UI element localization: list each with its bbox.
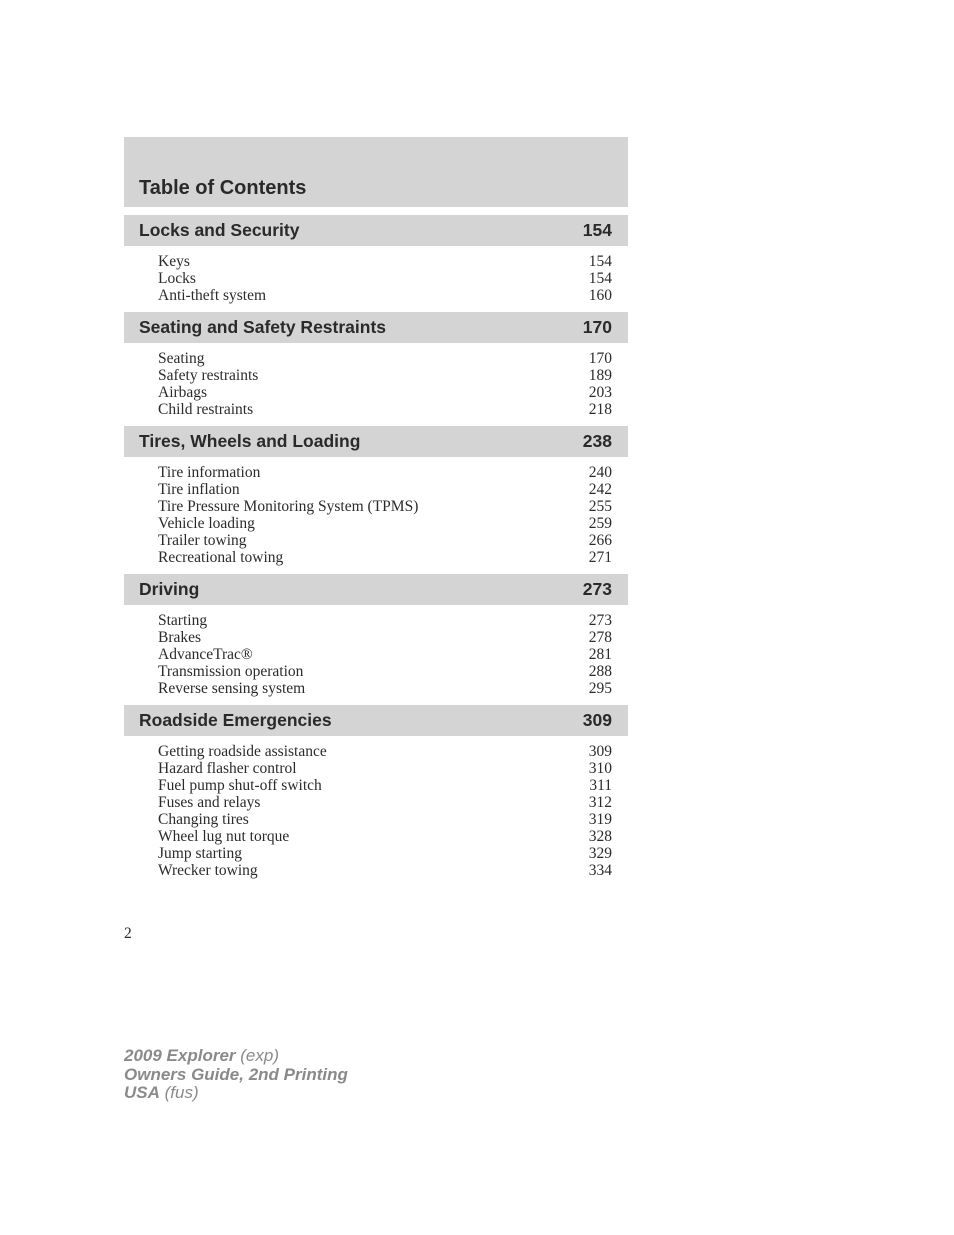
toc-entry[interactable] bbox=[158, 532, 612, 549]
entry-page: 273 bbox=[588, 612, 612, 629]
entry-label: Transmission operation bbox=[158, 663, 304, 680]
toc-entry[interactable] bbox=[158, 760, 612, 777]
toc-entry[interactable] bbox=[158, 481, 612, 498]
entry-page: 203 bbox=[588, 384, 612, 401]
entry-page: 242 bbox=[588, 481, 612, 498]
toc-entry[interactable] bbox=[158, 612, 612, 629]
entry-page: 170 bbox=[588, 350, 612, 367]
toc-entry[interactable] bbox=[158, 811, 612, 828]
footer-model: 2009 Explorer bbox=[124, 1046, 236, 1065]
entry-page: 271 bbox=[588, 549, 612, 566]
entry-label: Tire Pressure Monitoring System (TPMS) bbox=[158, 498, 419, 515]
entry-page: 189 bbox=[588, 367, 612, 384]
section-page: 309 bbox=[582, 710, 612, 730]
entry-page: 309 bbox=[588, 743, 612, 760]
toc-entry[interactable] bbox=[158, 515, 612, 532]
toc-section-items bbox=[124, 343, 628, 418]
section-title: Tires, Wheels and Loading bbox=[139, 431, 361, 451]
entry-label: Airbags bbox=[158, 384, 208, 401]
toc-entry[interactable] bbox=[158, 862, 612, 879]
toc-entry[interactable] bbox=[158, 743, 612, 760]
entry-label: Trailer towing bbox=[158, 532, 247, 549]
toc-entry[interactable] bbox=[158, 646, 612, 663]
entry-label: Locks bbox=[158, 270, 196, 287]
toc-sections bbox=[124, 215, 628, 879]
toc-entry[interactable] bbox=[158, 498, 612, 515]
section-page: 170 bbox=[582, 317, 612, 337]
entry-label: Changing tires bbox=[158, 811, 249, 828]
entry-page: 334 bbox=[588, 862, 612, 879]
toc-entry[interactable] bbox=[158, 464, 612, 481]
entry-label: AdvanceTrac® bbox=[158, 646, 253, 663]
entry-label: Recreational towing bbox=[158, 549, 284, 566]
toc-entry[interactable] bbox=[158, 663, 612, 680]
entry-page: 278 bbox=[588, 629, 612, 646]
footer-market: USA bbox=[124, 1083, 160, 1102]
section-page: 238 bbox=[582, 431, 612, 451]
entry-page: 240 bbox=[588, 464, 612, 481]
entry-page: 255 bbox=[588, 498, 612, 515]
toc-entry[interactable] bbox=[158, 401, 612, 418]
toc-entry[interactable] bbox=[158, 629, 612, 646]
footer-model-code: (exp) bbox=[240, 1046, 279, 1065]
toc-entry[interactable] bbox=[158, 253, 612, 270]
entry-page: 319 bbox=[588, 811, 612, 828]
toc-title: Table of Contents bbox=[124, 137, 628, 207]
toc-section-header[interactable] bbox=[124, 574, 628, 605]
footer-line-1 bbox=[124, 1047, 348, 1066]
entry-label: Tire information bbox=[158, 464, 261, 481]
toc-entry[interactable] bbox=[158, 845, 612, 862]
entry-label: Wheel lug nut torque bbox=[158, 828, 290, 845]
toc-entry[interactable] bbox=[158, 384, 612, 401]
entry-page: 259 bbox=[588, 515, 612, 532]
entry-label: Seating bbox=[158, 350, 205, 367]
toc-entry[interactable] bbox=[158, 680, 612, 697]
entry-page: 288 bbox=[588, 663, 612, 680]
toc-entry[interactable] bbox=[158, 350, 612, 367]
section-title: Driving bbox=[139, 579, 200, 599]
entry-page: 218 bbox=[588, 401, 612, 418]
footer-line-3 bbox=[124, 1084, 348, 1103]
entry-label: Fuses and relays bbox=[158, 794, 261, 811]
toc-section-header[interactable] bbox=[124, 705, 628, 736]
toc-entry[interactable] bbox=[158, 549, 612, 566]
toc-entry[interactable] bbox=[158, 287, 612, 304]
entry-label: Starting bbox=[158, 612, 208, 629]
entry-label: Vehicle loading bbox=[158, 515, 255, 532]
toc-section-items bbox=[124, 605, 628, 697]
entry-page: 266 bbox=[588, 532, 612, 549]
toc-section-items bbox=[124, 457, 628, 566]
entry-label: Hazard flasher control bbox=[158, 760, 297, 777]
table-of-contents bbox=[124, 137, 628, 879]
entry-label: Reverse sensing system bbox=[158, 680, 306, 697]
toc-entry[interactable] bbox=[158, 794, 612, 811]
entry-label: Tire inflation bbox=[158, 481, 240, 498]
toc-section-header[interactable] bbox=[124, 312, 628, 343]
section-title: Locks and Security bbox=[139, 220, 300, 240]
toc-section-items bbox=[124, 736, 628, 879]
entry-label: Safety restraints bbox=[158, 367, 259, 384]
entry-label: Jump starting bbox=[158, 845, 242, 862]
footer-guide: Owners Guide, 2nd Printing bbox=[124, 1064, 348, 1084]
entry-page: 281 bbox=[588, 646, 612, 663]
toc-section-header[interactable] bbox=[124, 215, 628, 246]
entry-label: Keys bbox=[158, 253, 190, 270]
entry-label: Getting roadside assistance bbox=[158, 743, 327, 760]
entry-page: 160 bbox=[588, 287, 612, 304]
footer-line-2 bbox=[124, 1066, 348, 1085]
toc-entry[interactable] bbox=[158, 270, 612, 287]
section-page: 154 bbox=[582, 220, 612, 240]
toc-entry[interactable] bbox=[158, 777, 612, 794]
toc-entry[interactable] bbox=[158, 367, 612, 384]
section-title: Seating and Safety Restraints bbox=[139, 317, 387, 337]
toc-section-header[interactable] bbox=[124, 426, 628, 457]
entry-page: 312 bbox=[588, 794, 612, 811]
entry-label: Fuel pump shut-off switch bbox=[158, 777, 322, 794]
entry-page: 329 bbox=[588, 845, 612, 862]
entry-page: 311 bbox=[589, 777, 612, 794]
footer-market-code: (fus) bbox=[164, 1083, 199, 1102]
toc-section-items bbox=[124, 246, 628, 304]
document-footer bbox=[124, 1047, 348, 1103]
section-page: 273 bbox=[582, 579, 612, 599]
page-number: 2 bbox=[124, 925, 132, 942]
entry-page: 328 bbox=[588, 828, 612, 845]
entry-label: Wrecker towing bbox=[158, 862, 258, 879]
entry-page: 295 bbox=[588, 680, 612, 697]
toc-entry[interactable] bbox=[158, 828, 612, 845]
section-title: Roadside Emergencies bbox=[139, 710, 332, 730]
entry-label: Child restraints bbox=[158, 401, 254, 418]
entry-label: Brakes bbox=[158, 629, 202, 646]
entry-page: 154 bbox=[588, 270, 612, 287]
entry-label: Anti-theft system bbox=[158, 287, 267, 304]
entry-page: 310 bbox=[588, 760, 612, 777]
entry-page: 154 bbox=[588, 253, 612, 270]
